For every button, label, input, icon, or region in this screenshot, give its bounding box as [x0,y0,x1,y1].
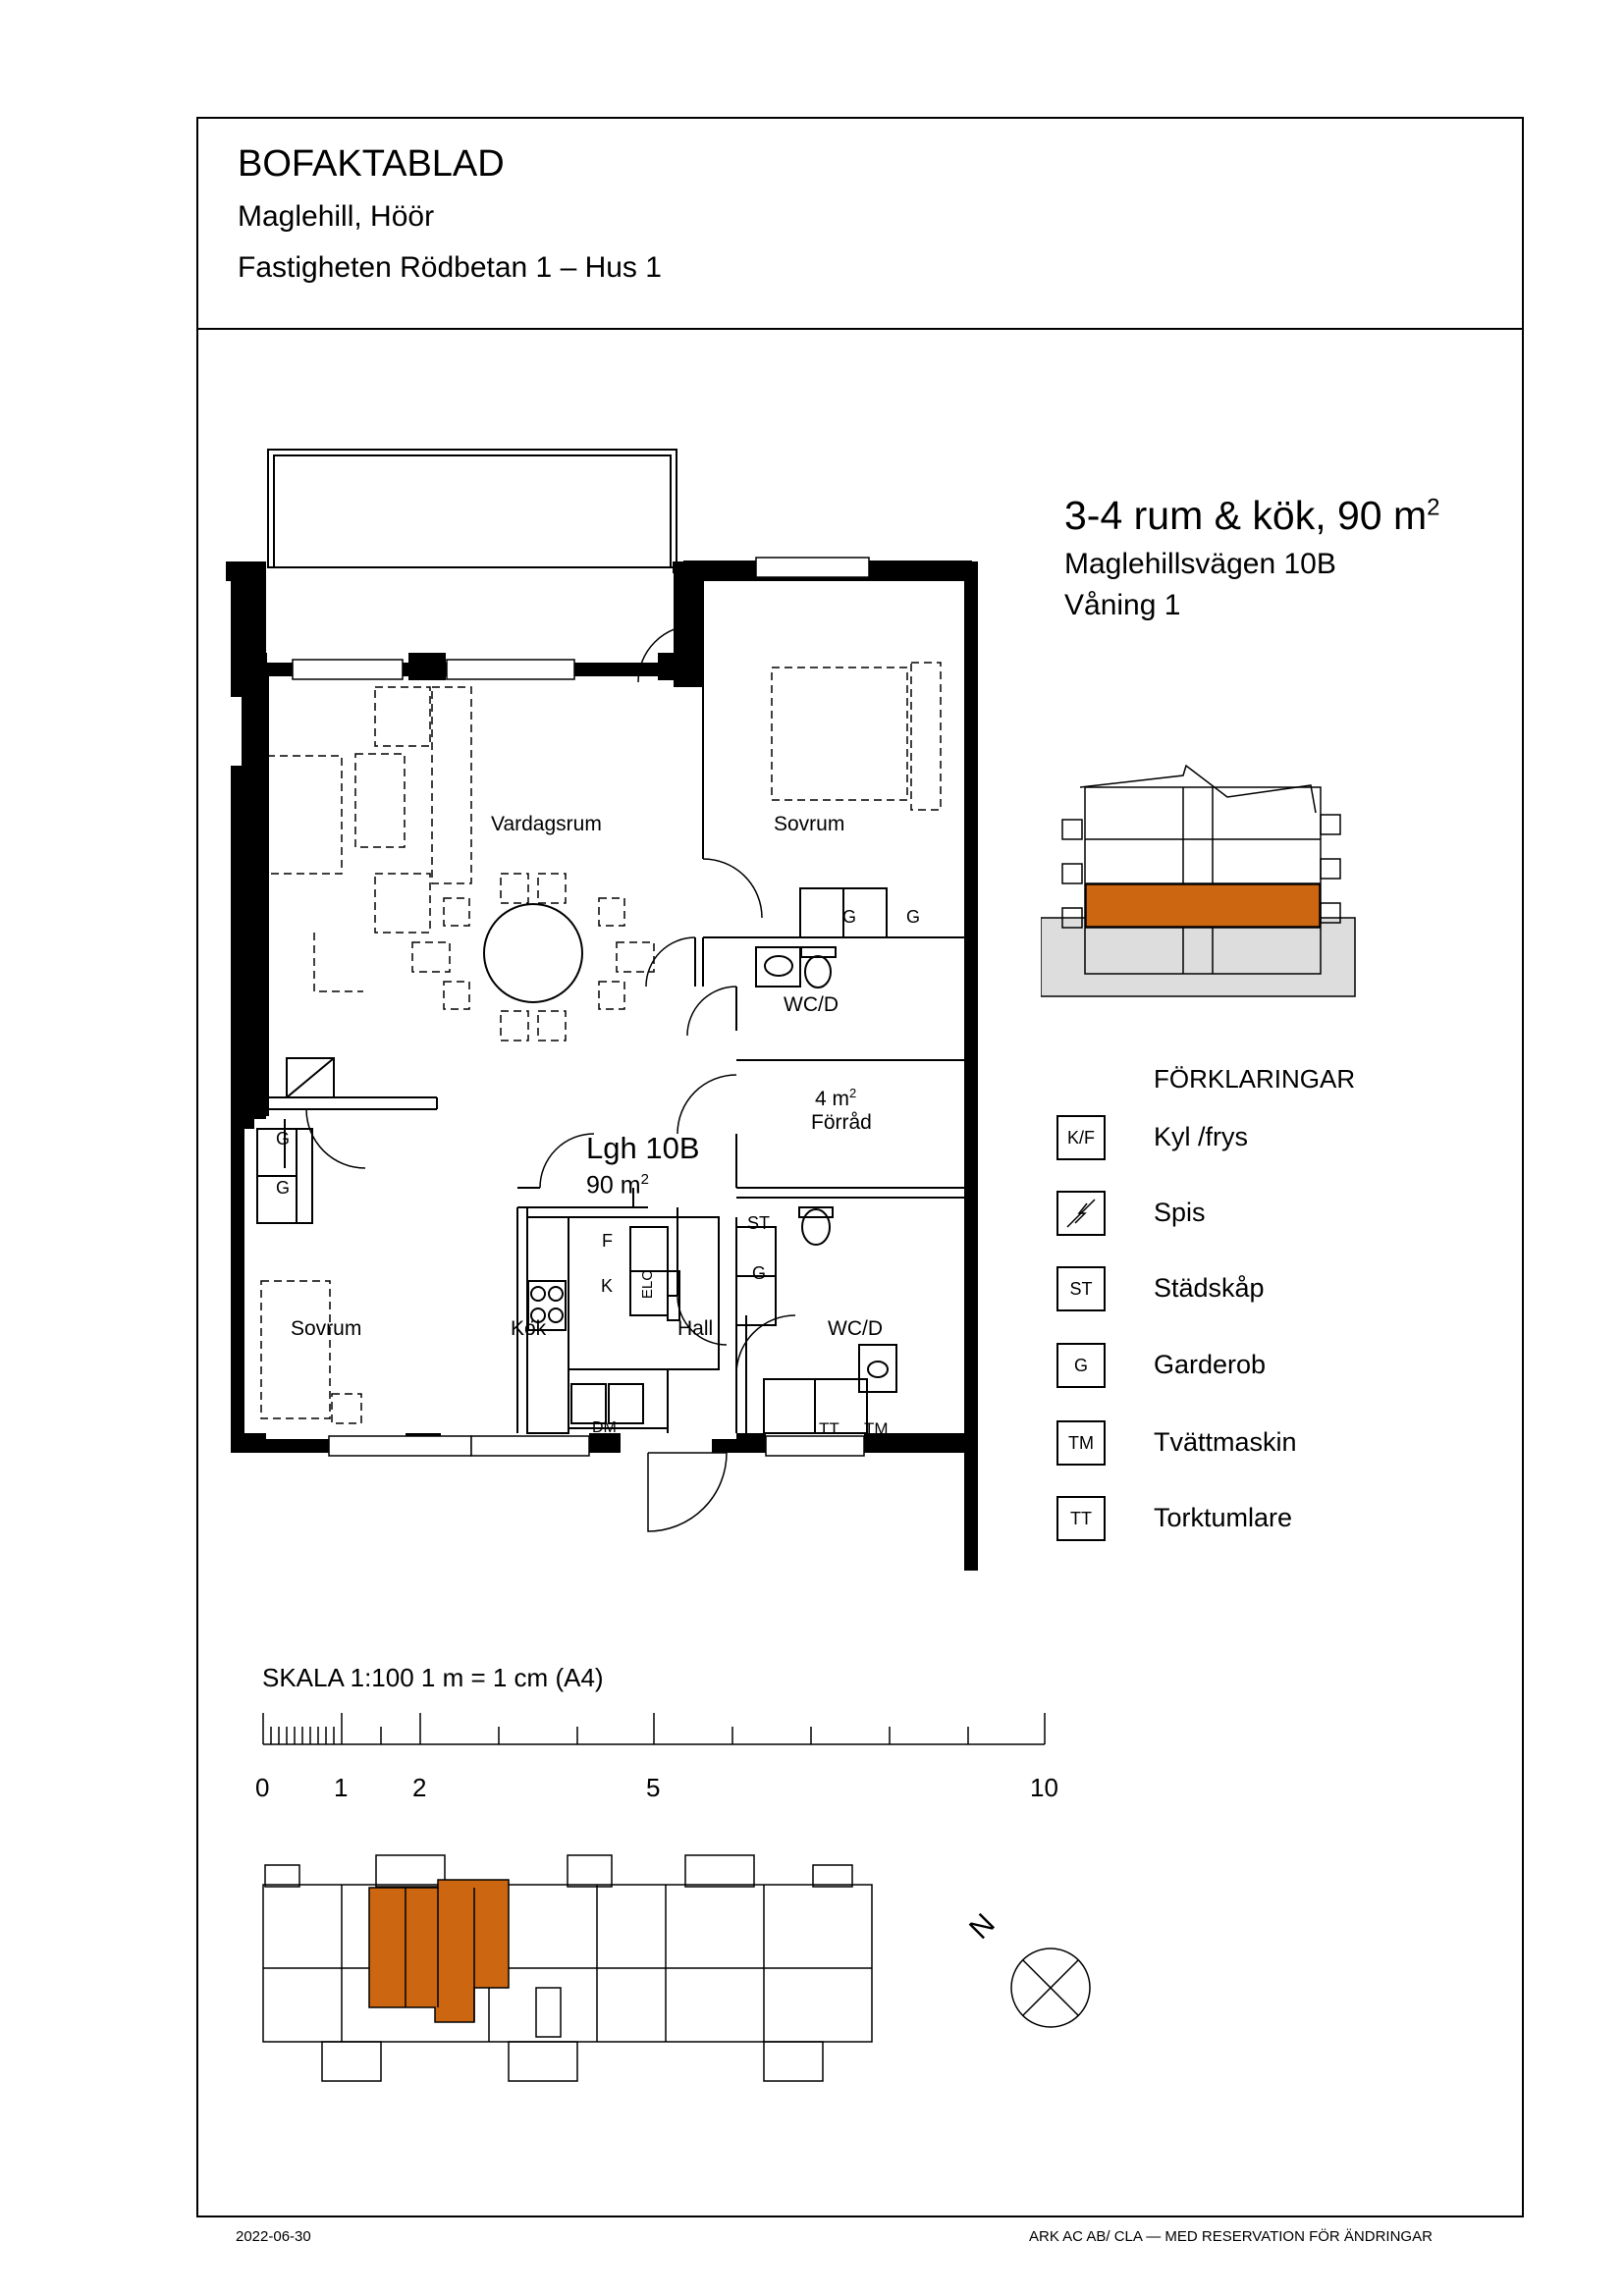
legend-label-wardrobe: Garderob [1154,1350,1267,1379]
fixture-wardrobe: G [906,907,921,927]
property-text: Fastigheten Rödbetan 1 – Hus 1 [238,251,662,284]
key-plan [253,1850,892,2096]
room-kitchen: Kök [511,1317,547,1340]
fixture-dishwasher: DM [592,1419,617,1436]
legend-title: FÖRKLARINGAR [1154,1064,1356,1094]
unit-type-text: 3-4 rum & kök, 90 m [1064,493,1428,538]
unit-type [1064,493,1439,539]
unit-type-sup: 2 [1427,494,1440,521]
scale-tick-0: 0 [255,1773,270,1802]
apartment-area-sup: 2 [640,1171,649,1188]
legend-label-fridge-freezer: Kyl /frys [1154,1122,1249,1151]
legend-label-washer: Tvättmaskin [1154,1427,1297,1457]
legend-code-dryer: TT [1056,1496,1106,1541]
page-title: BOFAKTABLAD [238,143,505,185]
legend-label-dryer: Torktumlare [1154,1503,1293,1532]
room-storage: Förråd [811,1111,872,1134]
fixture-washer: TM [864,1419,889,1438]
footer-note: ARK AC AB/ CLA — MED RESERVATION FÖR ÄNDRINGAR [1029,2228,1433,2245]
fixture-electric-cabinet: ELC [639,1269,657,1300]
room-living: Vardagsrum [491,813,602,835]
fixture-wardrobe: G [276,1178,291,1198]
room-hall: Hall [677,1317,714,1340]
scale-label: SKALA 1:100 1 m = 1 cm (A4) [262,1663,604,1692]
storage-area-text: 4 m [815,1088,850,1110]
compass-north-label: N [963,1907,1001,1946]
location-text: Maglehill, Höör [238,200,435,233]
floor-plan [226,442,982,1571]
apartment-area [586,1171,649,1200]
fixture-dryer: TT [819,1419,839,1438]
fixture-wardrobe: G [842,907,857,927]
apartment-area-text: 90 m [586,1171,641,1200]
room-bedroom-2: Sovrum [291,1317,362,1340]
legend-label-cleaning-cabinet: Städskåp [1154,1273,1265,1303]
scale-tick-1: 1 [334,1773,349,1802]
legend-code-wardrobe: G [1056,1343,1106,1388]
room-wc-2: WC/D [828,1317,883,1340]
stove-icon [1056,1191,1106,1236]
storage-area-sup: 2 [849,1086,857,1100]
scale-tick-10: 10 [1030,1773,1058,1802]
legend-code-washer: TM [1056,1420,1106,1466]
room-bedroom-1: Sovrum [774,813,845,835]
scale-tick-2: 2 [412,1773,427,1802]
legend-code-cleaning-cabinet: ST [1056,1266,1106,1311]
fixture-cleaning-cabinet: ST [747,1213,771,1233]
building-section [1041,746,1360,1021]
storage-area [815,1086,856,1111]
legend-code-fridge-freezer: K/F [1056,1115,1106,1160]
fixture-wardrobe: G [752,1263,767,1283]
room-wc-1: WC/D [784,993,839,1016]
header-divider [196,328,1524,330]
legend-label-stove: Spis [1154,1198,1206,1227]
compass-icon [1006,1944,1095,2032]
unit-floor: Våning 1 [1064,589,1181,621]
fixture-wardrobe: G [276,1129,291,1148]
footer-date: 2022-06-30 [236,2228,311,2245]
scale-bar [257,1703,1053,1752]
unit-address: Maglehillsvägen 10B [1064,548,1336,580]
fixture-freezer: F [602,1231,613,1251]
apartment-label: Lgh 10B [586,1131,700,1165]
fixture-fridge: K [601,1276,614,1296]
scale-tick-5: 5 [646,1773,661,1802]
